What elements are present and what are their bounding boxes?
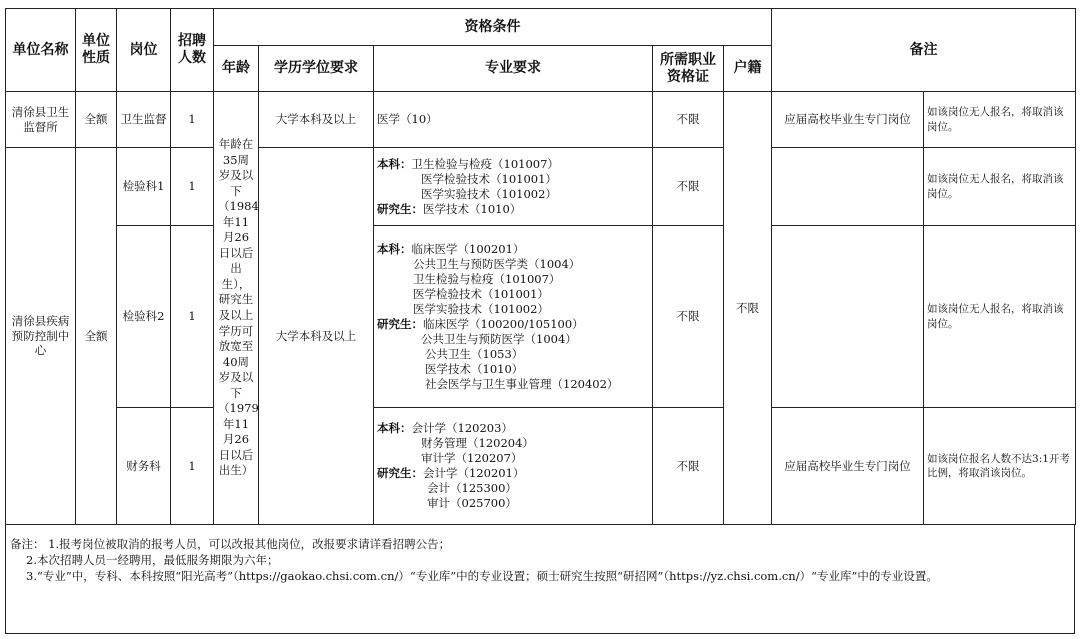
certificate-cell: 不限 <box>653 92 724 148</box>
major-line: 审计（025700） <box>427 496 517 510</box>
footnote-line-3: 3.“专业”中，专科、本科按照“阳光高考”（https://gaokao.chsi.com.cn/）“专业库”中的专业设置；硕士研究生按照“研招网”（https://yz.chsi.com.cn/）“专业库”中的专业设置。 <box>26 569 938 583</box>
certificate-cell: 不限 <box>653 226 724 408</box>
position-cell: 财务科 <box>117 408 171 525</box>
major-line: 社会医学与卫生事业管理（120402） <box>425 376 619 391</box>
headcount-cell: 1 <box>171 92 214 148</box>
remark-secondary-cell: 如该岗位无人报名，将取消该岗位。 <box>924 92 1076 148</box>
position-cell: 检验科2 <box>117 226 171 408</box>
footnote-line-1: 备注： 1.报考岗位被取消的报考人员，可以改报其他岗位，改报要求请详看招聘公告； <box>10 537 451 551</box>
degree-cell: 大学本科及以上 <box>259 148 374 525</box>
major-line: 研究生：会计学（120201） <box>377 466 525 480</box>
major-line: 卫生检验与检疫（101007） <box>413 271 561 286</box>
age-requirement-cell: 年龄在35周岁及以下（1984年11月26日以后出生），研究生及以上学历可放宽至40周岁及以下（1979年11月26日以后出生） <box>214 92 259 525</box>
major-line: 医学技术（1010） <box>425 361 524 376</box>
degree-cell: 大学本科及以上 <box>259 92 374 148</box>
remark-secondary-cell: 如该岗位无人报名，将取消该岗位。 <box>924 226 1076 408</box>
footnote-box <box>5 524 1075 634</box>
table-row <box>6 92 1076 148</box>
major-line: 研究生：医学技术（1010） <box>377 201 522 216</box>
major-line: 公共卫生与预防医学（1004） <box>421 331 577 346</box>
remark-primary-cell: 应届高校毕业生专门岗位 <box>772 408 924 525</box>
major-line: 本科：会计学（120203） <box>377 421 513 435</box>
major-line: 会计（125300） <box>427 481 517 495</box>
unit-type-cell: 全额 <box>76 148 117 525</box>
unit-type-cell: 全额 <box>76 92 117 148</box>
header-hukou: 户籍 <box>724 46 772 92</box>
header-age: 年龄 <box>214 46 259 92</box>
header-row-1 <box>6 9 1076 46</box>
major-line: 公共卫生与预防医学类（1004） <box>413 256 581 271</box>
footnote-line-2: 2.本次招聘人员一经聘用，最低服务期限为六年； <box>26 553 279 567</box>
certificate-cell: 不限 <box>653 148 724 226</box>
major-line: 医学实验技术（101002） <box>413 301 549 316</box>
position-cell: 检验科1 <box>117 148 171 226</box>
table-row <box>6 408 1076 525</box>
major-line: 医学实验技术（101002） <box>421 186 557 201</box>
header-headcount: 招聘人数 <box>171 9 214 92</box>
table-row <box>6 226 1076 408</box>
unit-name-cell: 清徐县疾病预防控制中心 <box>6 148 76 525</box>
header-remarks: 备注 <box>772 9 1076 92</box>
remark-secondary-cell: 如该岗位无人报名，将取消该岗位。 <box>924 148 1076 226</box>
major-line: 医学（10） <box>377 112 438 126</box>
major-line: 财务管理（120204） <box>421 436 534 450</box>
unit-name-cell: 清徐县卫生监督所 <box>6 92 76 148</box>
remark-secondary-cell: 如该岗位报名人数不达3:1开考比例，将取消该岗位。 <box>924 408 1076 525</box>
major-line: 医学检验技术（101001） <box>413 286 549 301</box>
headcount-cell: 1 <box>171 226 214 408</box>
major-line: 医学检验技术（101001） <box>421 171 557 186</box>
major-cell <box>374 148 653 226</box>
headcount-cell: 1 <box>171 148 214 226</box>
hukou-cell: 不限 <box>724 92 772 525</box>
major-line: 研究生：临床医学（100200/105100） <box>377 316 584 331</box>
headcount-cell: 1 <box>171 408 214 525</box>
header-position: 岗位 <box>117 9 171 92</box>
header-degree: 学历学位要求 <box>259 46 374 92</box>
header-major: 专业要求 <box>374 46 653 92</box>
header-unit-name: 单位名称 <box>6 9 76 92</box>
remark-primary-cell: 应届高校毕业生专门岗位 <box>772 92 924 148</box>
remark-primary-cell <box>772 148 924 226</box>
major-line: 本科：临床医学（100201） <box>377 241 525 256</box>
table-row <box>6 148 1076 226</box>
recruitment-table <box>5 8 1076 525</box>
position-cell: 卫生监督 <box>117 92 171 148</box>
certificate-cell: 不限 <box>653 408 724 525</box>
major-line: 公共卫生（1053） <box>425 346 524 361</box>
header-certificate: 所需职业资格证 <box>653 46 724 92</box>
major-cell <box>374 408 653 525</box>
major-line: 审计学（120207） <box>421 451 523 465</box>
header-unit-type: 单位性质 <box>76 9 117 92</box>
major-cell <box>374 92 653 148</box>
remark-primary-cell <box>772 226 924 408</box>
major-cell <box>374 226 653 408</box>
header-qualifications: 资格条件 <box>214 9 772 46</box>
major-line: 本科：卫生检验与检疫（101007） <box>377 156 559 171</box>
